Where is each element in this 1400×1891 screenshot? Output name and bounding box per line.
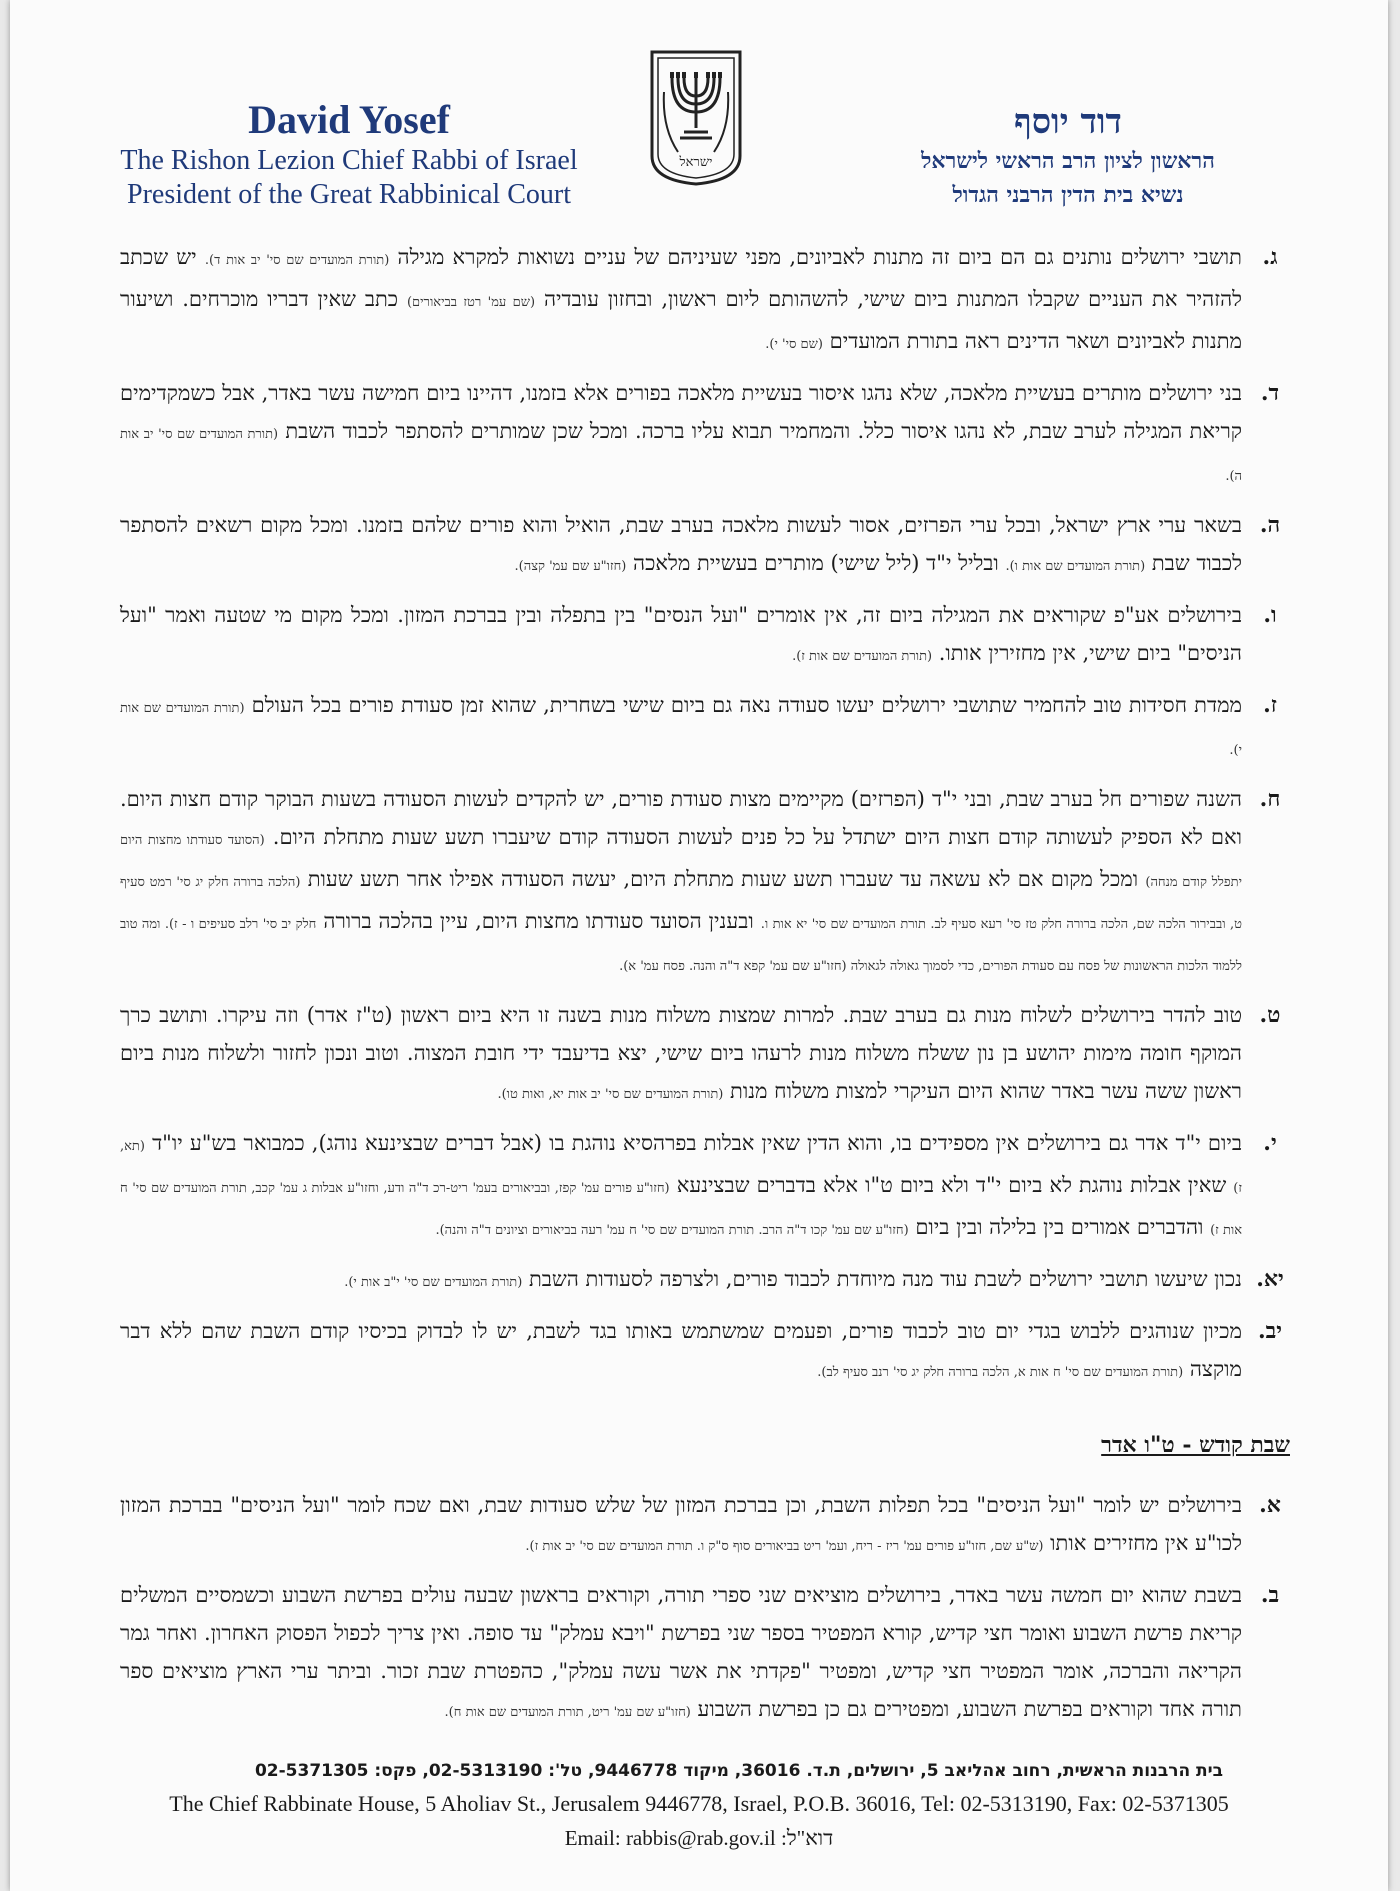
item-body-text: השנה שפורים חל בערב שבת, ובני י"ד (הפרזים) מקיימים מצות סעודת פורים, יש להקדים לעשות הסעודה בשעות הבוקר קודם חצות היום. ואם לא הספיק לעשותה קודם חצות היום ישתדל על כל פנים לעשות הסעודה קודם שיעברו תשע שעות מתחלת היום.: [120, 787, 1242, 849]
item-source-citation: (תורת המועדים שם אות ז).: [792, 649, 933, 664]
item-letter: ו.: [1263, 602, 1277, 628]
item-text: [120, 506, 1242, 586]
item-body-text: מכיון שנוהגים ללבוש בגדי יום טוב לכבוד פורים, ופעמים שמשתמש באותו בגד לשבת, יש לו לבדוק בכיסיו קודם השבת שהם ללא דבר מוקצה: [120, 1319, 1242, 1381]
item-text: [120, 1486, 1242, 1566]
author-title-en-2: President of the Great Rabbinical Court: [127, 179, 571, 210]
author-name-en: David Yosef: [248, 97, 450, 142]
item-source-citation: (תורת המועדים שם סי' יב אות ה).: [120, 427, 1242, 484]
list-item: [120, 1260, 1290, 1302]
email-label-he: :דוא"ל: [780, 1826, 834, 1850]
author-name-he: דוד יוסף: [1014, 102, 1122, 142]
item-body-text: ממדת חסידות טוב להחמיר שתושבי ירושלים יעשו סעודה נאה גם ביום שישי בשחרית, שהוא זמן סעודת פורים בכל העולם: [244, 693, 1242, 717]
item-text: [120, 780, 1242, 986]
letter-page: [10, 0, 1388, 1891]
footer-email-line: [10, 1821, 1388, 1855]
list-item: [120, 686, 1290, 770]
item-body-text: נכון שיעשו תושבי ירושלים לשבת עוד מנה מיוחדת לכבוד פורים, ולצרפה לסעודות השבת: [522, 1267, 1242, 1291]
footer-address-he: בית הרבנות הראשית, רחוב אהליאב 5, ירושלים, ת.ד. 36016, מיקוד 9446778, טל': 02-5313190, פקס: 02-5371305: [254, 1761, 1224, 1781]
item-source-citation: (תורת המועדים שם סי' ח אות א, הלכה ברורה חלק יג סי' רנב סעיף לב).: [817, 1365, 1184, 1380]
item-body-text: בשאר ערי ארץ ישראל, ובכל ערי הפרזים, אסור לעשות מלאכה בערב שבת, הואיל והוא פורים שלהם בזמנו. ומכל מקום רשאים להסתפר לכבוד שבת: [120, 513, 1242, 575]
section-title: שבת קודש - ט"ו אדר: [1101, 1432, 1290, 1458]
item-text: [120, 238, 1242, 364]
list-item: [120, 1124, 1290, 1250]
item-body-text: כתב שאין דבריו מוכרחים. ושיעור מתנות לאביונים ושאר הדינים ראה בתורת המועדים: [120, 287, 1242, 353]
list-item: [120, 780, 1290, 986]
footer-address-en: The Chief Rabbinate House, 5 Aholiav St., Jerusalem 9446778, Israel, P.O.B. 36016, Tel: 02-5313190, Fax: 02-5371305: [169, 1791, 1229, 1816]
item-body-text: ומכל מקום אם לא עשאה עד שעברו תשע שעות מתחלת היום, יעשה הסעודה אפילו אחר תשע שעות: [300, 867, 1146, 891]
halacha-list: [120, 238, 1290, 1392]
item-letter: ה.: [1259, 512, 1281, 538]
item-text: [120, 686, 1242, 770]
item-text: [120, 374, 1242, 496]
item-body-text: יש שכתב להזהיר את העניים שקבלו המתנות ביום שישי, להשהותם ליום ראשון, ובחזון עובדיה: [120, 245, 1242, 311]
item-letter: ג.: [1262, 244, 1278, 270]
item-source-citation: (תורת המועדים שם אות י).: [120, 701, 1242, 758]
item-letter: ט.: [1259, 1002, 1281, 1028]
item-body-text: ובליל י"ד (ליל שישי) מותרים בעשיית מלאכה: [626, 551, 1006, 575]
item-letter: יב.: [1257, 1318, 1283, 1344]
item-source-citation: (תורת המועדים שם סי' י"ב אות י).: [344, 1275, 523, 1290]
list-item: [120, 506, 1290, 586]
author-title-en-1: The Rishon Lezion Chief Rabbi of Israel: [120, 145, 578, 176]
letterhead-english: [114, 96, 584, 212]
email-link[interactable]: rabbis@rab.gov.il: [625, 1826, 776, 1850]
item-source-citation: (חזו"ע פורים עמ' קפז, ובביאורים בעמ' ריט-רכ ד"ה ודע, וחזו"ע אבלות ג עמ' קכב, תורת המועדים שם סי' ח אות ז): [120, 1181, 1242, 1238]
shabbat-halacha-list: [120, 1486, 1290, 1732]
item-source-citation: (תורת המועדים שם אות ו).: [1005, 559, 1146, 574]
list-item: [120, 596, 1290, 676]
item-source-citation: (חזו"ע שם עמ' ריט, תורת המועדים שם אות ח).: [444, 1705, 691, 1720]
item-text: [120, 1576, 1242, 1732]
item-text: [120, 596, 1242, 676]
item-body-text: ביום י"ד אדר גם בירושלים אין מספידים בו, והוא הדין שאין אבלות בפרהסיא נוהגת בו (אבל דברים שבצינעא נוהג), כמבואר בש"ע יו"ד: [144, 1131, 1242, 1155]
list-item: [120, 1486, 1290, 1566]
letterhead-hebrew: [878, 100, 1258, 212]
list-item: [120, 1312, 1290, 1392]
item-letter: א.: [1259, 1492, 1281, 1518]
item-letter: ד.: [1260, 380, 1280, 406]
item-source-citation: (שם סי' י).: [765, 337, 823, 352]
item-text: [120, 1260, 1242, 1302]
email-label: Email:: [564, 1826, 621, 1850]
item-source-citation: (תורת המועדים שם סי' יב אות ד).: [204, 253, 390, 268]
item-source-citation: (הסועד סעודתו מחצות היום יתפלל קודם מנחה): [120, 833, 1243, 890]
list-item: [120, 238, 1290, 364]
item-body-text: בשבת שהוא יום חמשה עשר באדר, בירושלים מוציאים שני ספרי תורה, וקוראים בראשון שבעה עולים בפרשת השבוע וכשמסיים המשלים קריאת פרשת השבוע ואומר חצי קדיש, קורא המפטיר בספר שני בפרשת "ויבא עמלק" עד סופה. ואין צריך לכפול הפסוק האחרון. ואחר גמר הקריאה והברכה, אומר המפטיר חצי קדיש, ומפטיר "פקדתי את אשר עשה עמלק", כהפטרת שבת זכור. וביתר ערי הארץ מוציאים ספר תורה אחד וקוראים בפרשת השבוע, ומפטירים גם כן בפרשת השבוע: [120, 1583, 1242, 1721]
item-letter: ח.: [1259, 786, 1281, 812]
list-item: [120, 996, 1290, 1114]
letter-body: [120, 238, 1290, 1742]
list-item: [120, 1576, 1290, 1732]
item-text: [120, 996, 1242, 1114]
item-source-citation: (שם עמ' רטז בביאורים): [406, 295, 536, 310]
item-body-text: והדברים אמורים בין בלילה ובין ביום: [908, 1215, 1211, 1239]
item-source-citation: (חזו"ע שם עמ' קצה).: [514, 559, 627, 574]
item-letter: ב.: [1260, 1582, 1280, 1608]
item-text: [120, 1124, 1242, 1250]
item-source-citation: (הלכה ברורה חלק יג סי' רמט סעיף ט, ובבירור הלכה שם, הלכה ברורה חלק טז סי' רעא סעיף לב. תורת המועדים שם סי' יא אות ו.: [120, 875, 1242, 932]
item-body-text: שאין אבלות נוהגת לא ביום י"ד ולא ביום ט"ו אלא בדברים שבצינעא: [669, 1173, 1234, 1197]
author-title-he-2: נשיא בית הדין הרבני הגדול: [952, 182, 1184, 208]
item-body-text: ובענין הסועד סעודתו מחצות היום, עיין בהלכה ברורה: [316, 909, 761, 933]
item-source-citation: חלק יב סי' רלב סעיפים ו - ז). ומה טוב ללמוד הלכות הראשונות של פסח עם סעודת הפורים, כדי לסמוך גאולה לגאולה (חזו"ע שם עמ' קפא ד"ה והנה. פסח עמ' א).: [120, 917, 1242, 974]
letterhead: [10, 40, 1388, 220]
item-source-citation: (תורת המועדים שם סי' יב אות יא, ואות טו).: [497, 1087, 724, 1102]
item-source-citation: (חזו"ע שם עמ' קכו ד"ה הרב. תורת המועדים שם סי' ח עמ' רעה בביאורים וציונים ד"ה והנה).: [435, 1223, 909, 1238]
item-text: [120, 1312, 1242, 1392]
item-source-citation: (תא, ז): [120, 1139, 1242, 1196]
item-body-text: טוב להדר בירושלים לשלוח מנות גם בערב שבת. למרות שמצות משלוח מנות בשנה זו היא ביום ראשון (ט"ז אדר) וזה עיקרו. ותושב כרך המוקף חומה מימות יהושע בן נון ששלח משלוח מנות לרעהו ביום שישי, יצא בדיעבד ידי חובת המצוה. וטוב ונכון לחזור ולשלוח מנות ביום ראשון ששה עשר באדר שהוא היום העיקרי למצות משלוח מנות: [120, 1003, 1242, 1103]
item-body-text: בירושלים יש לומר "ועל הניסים" בכל תפלות השבת, וכן בברכת המזון של שלש סעודות שבת, ואם שכח לומר "ועל הניסים" בברכת המזון לכו"ע אין מחזירים אותו: [120, 1493, 1242, 1555]
item-letter: ז.: [1263, 692, 1277, 718]
item-letter: יא.: [1256, 1266, 1284, 1292]
item-body-text: בירושלים אע"פ שקוראים את המגילה ביום זה, אין אומרים "ועל הנסים" בין בתפלה ובין בברכת המזון. ומכל מקום מי שטעה ואמר "ועל הניסים" ביום שישי, אין מחזירין אותו.: [120, 603, 1242, 665]
item-body-text: בני ירושלים מותרים בעשיית מלאכה, שלא נהגו איסור בעשיית מלאכה בפורים אלא בזמנו, דהיינו ביום חמישה עשר באדר, אבל כשמקדימים קריאת המגילה לערב שבת, לא נהגו איסור כלל. והמחמיר תבוא עליו ברכה. ומכל שכן שמותרים להסתפר לכבוד השבת: [120, 381, 1242, 443]
item-body-text: תושבי ירושלים נותנים גם הם ביום זה מתנות לאביונים, מפני שעיניהם של עניים נשואות למקרא מגילה: [389, 245, 1242, 269]
letter-footer: [10, 1755, 1388, 1855]
item-letter: י.: [1263, 1130, 1277, 1156]
item-source-citation: (ש"ע שם, חזו"ע פורים עמ' ריז - ריח, ועמ' ריט בביאורים סוף ס"ק ו. תורת המועדים שם סי' יב אות ז).: [525, 1539, 1044, 1554]
menorah-emblem-icon: [646, 48, 746, 186]
author-title-he-1: הראשון לציון הרב הראשי לישראל: [921, 148, 1215, 174]
list-item: [120, 374, 1290, 496]
emblem-label: ישראל: [679, 155, 713, 170]
